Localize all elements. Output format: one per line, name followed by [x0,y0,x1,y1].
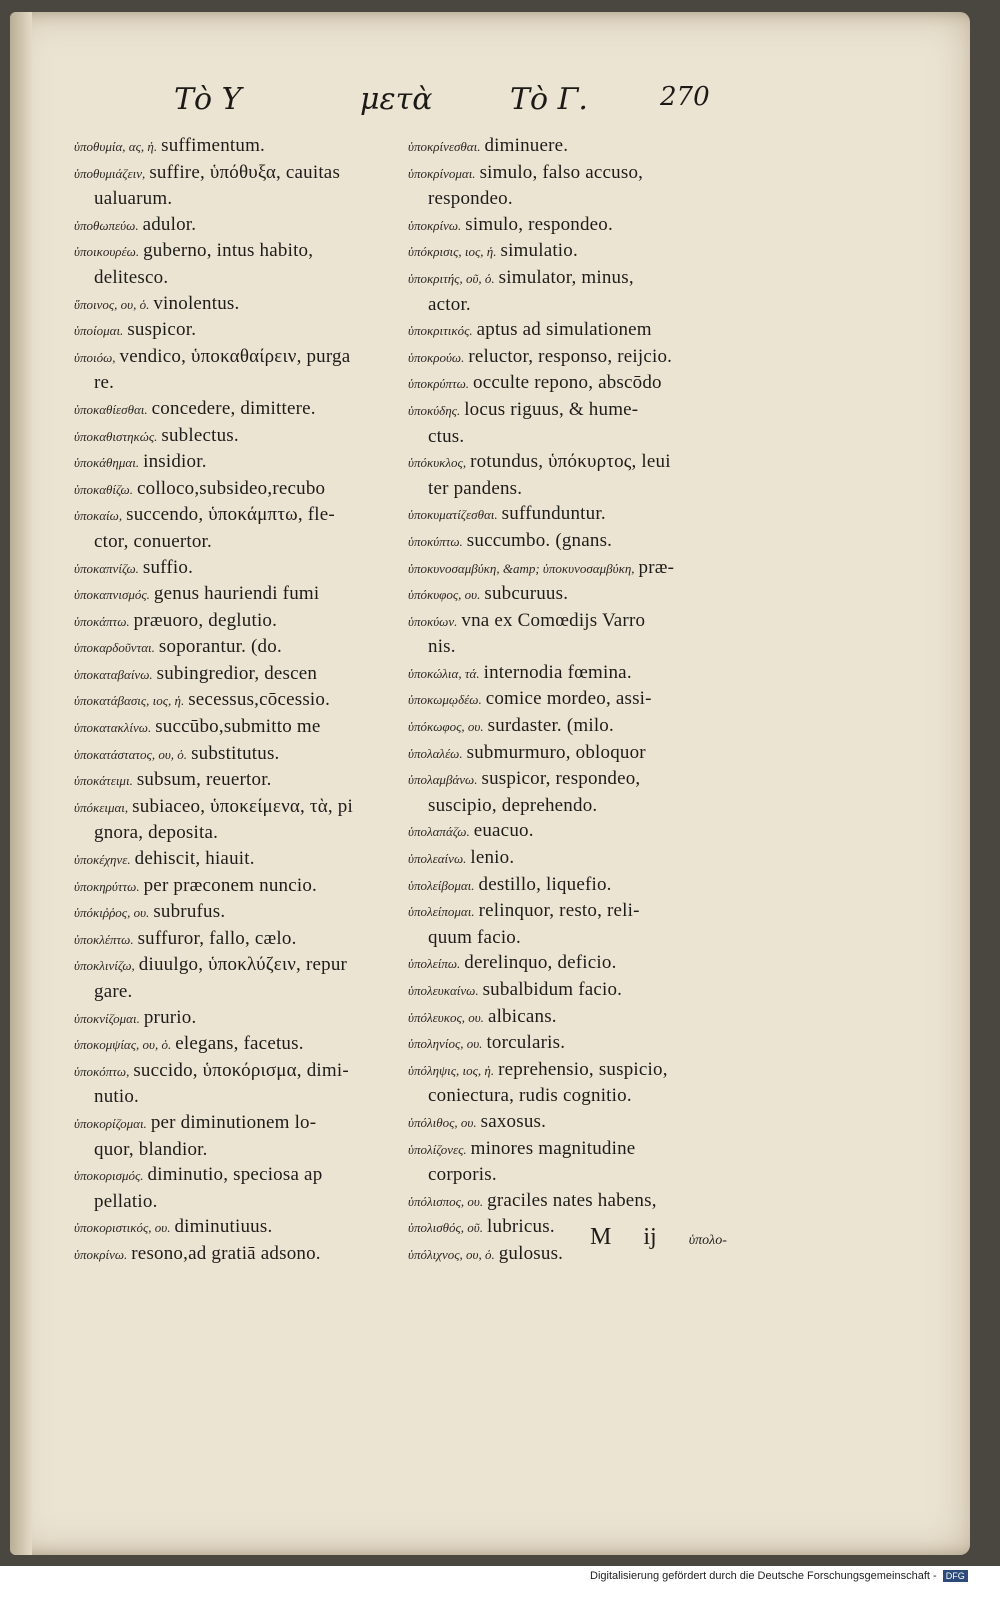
latin-gloss: lenio. [470,847,515,869]
running-header [160,82,720,122]
dictionary-entry [74,741,414,768]
dictionary-entry [74,1189,414,1215]
greek-headword: ὑποκρούω. [408,349,465,365]
dictionary-entry [408,1109,763,1136]
dictionary-entry [74,396,414,423]
dictionary-entry [408,1188,763,1215]
entry-continuation: suscipio, deprehendo. [428,794,598,816]
greek-headword: ὑποκάπτω. [74,613,130,629]
latin-gloss: albicans. [487,1005,557,1027]
latin-gloss: occulte repono, abscōdo [473,372,662,394]
greek-headword: ὑποκυνοσαμβύκη, &amp; ὑποκυνοσαμβύκη, [408,560,635,576]
greek-headword: ὑποκρίνω. [74,1246,128,1262]
greek-headword: ὑποκωμῳδέω. [408,692,482,708]
entry-continuation: ualuarum. [94,188,173,210]
greek-headword: ὑποκρύπτω. [408,376,470,392]
dictionary-entry [74,634,414,661]
greek-headword: ὑποκώλια, τά. [408,665,480,681]
latin-gloss: per præconem nuncio. [143,874,317,896]
dictionary-entry [74,238,414,265]
dictionary-entry [408,925,763,951]
greek-headword: ὑποκατακλίνω. [74,720,152,736]
dictionary-entry [408,160,763,187]
catchword-line [590,1224,753,1251]
latin-gloss: subiaceo, ὑποκείμενα, τὰ, pi [132,795,353,817]
latin-gloss: simulo, falso accuso, [479,161,644,183]
dictionary-entry [74,608,414,635]
latin-gloss: diminutiuus. [174,1216,273,1238]
dictionary-entry [74,661,414,688]
greek-headword: ὑποκαίω, [74,508,123,524]
greek-headword: ὑποκομψίας, ου, ὁ. [74,1037,172,1053]
greek-headword: ὑποκορισμός. [74,1168,144,1184]
dictionary-entry [408,818,763,845]
latin-gloss: præuoro, deglutio. [133,609,278,631]
greek-headword: ὑποκύδης. [408,402,461,418]
header-left: Τὸ Υ [174,82,242,117]
dictionary-entry [408,344,763,371]
greek-headword: ὑποκύων. [408,613,458,629]
dictionary-entry [408,133,763,160]
dictionary-entry [408,793,763,819]
latin-gloss: concedere, dimittere. [151,397,316,419]
greek-headword: ὑπολαμβάνω. [408,772,478,788]
header-right: Τὸ Γ. [510,82,588,117]
greek-headword: ὑποκυματίζεσθαι. [408,507,498,523]
latin-gloss: surdaster. (milo. [487,715,614,737]
entry-continuation: coniectura, rudis cognitio. [428,1085,632,1107]
dictionary-entry [74,212,414,239]
entry-continuation: re. [94,372,115,394]
dictionary-entry [74,423,414,450]
entry-continuation: quum facio. [428,926,521,948]
catchword: ὑπολο- [688,1233,727,1248]
latin-gloss: rotundus, ὑπόκυρτος, leui [470,451,671,473]
greek-headword: ὑποιόω, [74,349,116,365]
greek-headword: ὑποκρίνομαι. [408,165,476,181]
greek-headword: ὑπολείβομαι. [408,877,475,893]
greek-headword: ὑπολαπάζω. [408,824,470,840]
latin-gloss: diminutio, speciosa ap [147,1164,323,1186]
latin-gloss: aptus ad simulationem [476,319,652,341]
dictionary-entry [74,1137,414,1163]
digitization-footer [590,1570,985,1594]
greek-headword: ὕποινος, ου, ὁ. [74,296,150,312]
dictionary-entry [408,660,763,687]
latin-gloss: succendo, ὑποκάμπτω, fle- [126,504,335,526]
latin-gloss: dehiscit, hiauit. [134,848,255,870]
dictionary-entry [74,794,414,821]
latin-gloss: subingredior, descen [156,662,318,684]
greek-headword: ὑπολίζονες. [408,1141,467,1157]
latin-gloss: internodia fœmina. [483,661,632,683]
latin-gloss: succido, ὑποκόρισμα, dimi- [133,1059,349,1081]
dictionary-entry [74,1110,414,1137]
page-gutter [10,12,32,1555]
greek-headword: ὑποκύπτω. [408,533,463,549]
greek-headword: ὑποκριτής, οῦ, ὁ. [408,270,495,286]
dictionary-entry [74,502,414,529]
greek-headword: ὑποθυμιάζειν, [74,165,146,181]
greek-headword: ὑποκρίνεσθαι. [408,139,481,154]
dictionary-entry [74,952,414,979]
header-middle: μετὰ [360,82,433,117]
latin-gloss: submurmuro, obloquor [466,741,646,763]
dictionary-entry [74,449,414,476]
greek-headword: ὑποκαθίεσθαι. [74,401,148,417]
dictionary-entry [408,1083,763,1109]
greek-headword: ὑπόκιῤῥος, ου. [74,905,150,921]
dictionary-entry [74,265,414,291]
greek-headword: ὑπόλιθος, ου. [408,1114,477,1130]
greek-headword: ὑποκορίζομαι. [74,1115,147,1131]
entry-continuation: nutio. [94,1086,140,1108]
latin-gloss: gulosus. [498,1242,564,1264]
latin-gloss: diuulgo, ὑποκλύζειν, repur [138,954,348,976]
latin-gloss: succūbo,submitto me [155,716,321,738]
entry-continuation: ctus. [428,425,465,447]
latin-gloss: derelinquo, deficio. [464,952,617,974]
greek-headword: ὑποληνίος, ου. [408,1036,483,1052]
dictionary-entry [408,501,763,528]
greek-headword: ὑποκατάστατος, ου, ὁ. [74,746,188,762]
signature-number: ij [643,1224,657,1250]
dictionary-entry [408,1004,763,1031]
entry-continuation: delitesco. [94,266,169,288]
latin-gloss: insidior. [143,451,207,473]
dictionary-entry [408,555,763,582]
dictionary-entry [74,1084,414,1110]
latin-gloss: suffunduntur. [501,503,606,525]
latin-gloss: vendico, ὑποκαθαίρειν, purga [119,345,351,367]
latin-gloss: simulator, minus, [498,266,634,288]
dictionary-entry [74,1005,414,1032]
dictionary-entry [74,687,414,714]
greek-headword: ὑπολεαίνω. [408,851,467,867]
latin-gloss: subrufus. [153,901,226,923]
dictionary-entry [408,713,763,740]
greek-headword: ὑποκάτειμι. [74,773,133,789]
dictionary-entry [408,1162,763,1188]
latin-gloss: suffuror, fallo, cælo. [137,927,297,949]
greek-headword: ὑποκλέπτω. [74,931,134,947]
greek-headword: ὑπολείπω. [408,956,461,972]
dictionary-entry [408,950,763,977]
dictionary-entry [408,898,763,925]
greek-headword: ὑποκαθιστηκώς. [74,428,158,444]
dictionary-entry [408,292,763,318]
dictionary-entry [408,845,763,872]
page-number: 270 [660,82,710,112]
dictionary-entry [408,581,763,608]
latin-gloss: saxosus. [480,1110,547,1132]
dfg-logo: DFG [943,1570,968,1582]
dictionary-entry [408,740,763,767]
greek-headword: ὑποκαταβαίνω. [74,666,153,682]
dictionary-entry [408,766,763,793]
dictionary-entry [74,846,414,873]
greek-headword: ὑποκνίζομαι. [74,1010,140,1026]
dictionary-entry [408,397,763,424]
dictionary-entry [74,767,414,794]
greek-headword: ὑποθυμία, ας, ἡ. [74,139,158,154]
greek-headword: ὑπόληψις, ιος, ἡ. [408,1062,495,1078]
dictionary-entry [408,686,763,713]
greek-headword: ὑποίομαι. [74,323,124,339]
dictionary-entry [74,476,414,503]
dictionary-entry [74,873,414,900]
entry-continuation: ctor, conuertor. [94,530,212,552]
latin-gloss: sublectus. [161,424,239,446]
greek-headword: ὑπόκυφος, ου. [408,587,481,603]
dictionary-entry [408,449,763,476]
greek-headword: ὑποκαπνίζω. [74,560,139,576]
dictionary-entry [408,186,763,212]
entry-continuation: corporis. [428,1164,497,1186]
entry-continuation: actor. [428,293,471,315]
greek-headword: ὑπόκειμαι, [74,799,129,815]
greek-headword: ὑποκαπνισμός. [74,587,150,603]
greek-headword: ὑποκηρύττω. [74,878,140,894]
greek-headword: ὑποκατάβασις, ιος, ἡ. [74,693,185,709]
dictionary-entry [74,529,414,555]
dictionary-entry [408,370,763,397]
dictionary-entry [74,317,414,344]
greek-headword: ὑπόλιχνος, ου, ὁ. [408,1246,495,1262]
dictionary-entry [74,555,414,582]
latin-gloss: prurio. [143,1006,197,1028]
greek-headword: ὑποκαθίζω. [74,481,133,497]
dictionary-entry [408,1030,763,1057]
dictionary-entry [74,979,414,1005]
latin-gloss: vinolentus. [153,292,240,314]
greek-headword: ὑπολισθός, οῦ. [408,1220,484,1236]
dictionary-entry [408,476,763,502]
latin-gloss: suspicor, respondeo, [481,768,641,790]
latin-gloss: vna ex Comœdijs Varro [461,609,646,631]
latin-gloss: genus hauriendi fumi [153,583,320,605]
dictionary-entry [74,1214,414,1241]
latin-gloss: subcuruus. [484,583,569,605]
dictionary-entry [408,528,763,555]
dictionary-entry [74,899,414,926]
latin-gloss: destillo, liquefio. [478,873,612,895]
entry-continuation: gare. [94,981,133,1002]
latin-gloss: suspicor. [127,319,197,341]
dictionary-entry [408,608,763,635]
dictionary-entry [408,977,763,1004]
greek-headword: ὑποθωπεύω. [74,217,139,233]
greek-headword: ὑπολευκαίνω. [408,983,479,998]
latin-gloss: torcularis. [486,1032,566,1054]
dictionary-entry [408,634,763,660]
dictionary-entry [74,926,414,953]
latin-gloss: resono,ad gratiā adsono. [131,1242,321,1264]
latin-gloss: diminuere. [484,135,569,156]
dictionary-entry [408,872,763,899]
dictionary-entry [74,160,414,187]
left-column [74,133,414,1268]
latin-gloss: præ- [638,556,675,578]
greek-headword: ὑποκλινίζω, [74,958,135,974]
dictionary-entry [408,1136,763,1163]
greek-headword: ὑπόκρισις, ιος, ἡ. [408,244,497,260]
greek-headword: ὑπόλισπος, ου. [408,1193,484,1209]
latin-gloss: elegans, facetus. [175,1033,304,1055]
dictionary-entry [74,133,414,160]
latin-gloss: relinquor, resto, reli- [478,900,640,922]
dictionary-entry [74,186,414,212]
entry-continuation: quor, blandior. [94,1138,208,1160]
dictionary-entry [408,238,763,265]
latin-gloss: subalbidum facio. [482,979,623,1000]
dictionary-entry [408,1057,763,1084]
dictionary-entry [74,581,414,608]
dictionary-entry [74,714,414,741]
signature-mark: M [590,1224,612,1250]
entry-continuation: nis. [428,636,456,658]
footer-text: Digitalisierung gefördert durch die Deutsche Forschungsgemeinschaft - [590,1570,937,1582]
greek-headword: ὑπολείπομαι. [408,904,475,920]
dictionary-entry [74,291,414,318]
entry-continuation: ter pandens. [428,477,523,499]
latin-gloss: guberno, intus habito, [143,240,314,262]
entry-continuation: gnora, deposita. [94,822,219,844]
dictionary-entry [74,370,414,396]
dictionary-entry [408,317,763,344]
latin-gloss: soporantur. (do. [158,636,282,658]
greek-headword: ὑποκριτικός. [408,323,473,339]
latin-gloss: subsum, reuertor. [136,769,272,791]
latin-gloss: substitutus. [191,742,280,764]
dictionary-entry [408,265,763,292]
latin-gloss: secessus,cōcessio. [188,689,331,711]
latin-gloss: succumbo. (gnans. [466,529,613,551]
greek-headword: ὑποκέχηνε. [74,852,131,868]
latin-gloss: reluctor, responso, reijcio. [468,345,673,367]
greek-headword: ὑπόκυκλος, [408,455,467,471]
dictionary-entry [408,424,763,450]
greek-headword: ὑποκρίνω. [408,217,462,233]
dictionary-entry [74,820,414,846]
latin-gloss: graciles nates habens, [487,1189,657,1211]
entry-continuation: pellatio. [94,1190,158,1212]
latin-gloss: minores magnitudine [470,1137,636,1159]
right-column [408,133,763,1268]
latin-gloss: comice mordeo, assi- [485,688,652,710]
latin-gloss: suffimentum. [161,135,265,156]
greek-headword: ὑπολαλέω. [408,745,463,761]
latin-gloss: euacuo. [473,820,534,842]
dictionary-entry [74,1058,414,1085]
dictionary-entry [74,1241,414,1268]
latin-gloss: lubricus. [487,1216,555,1238]
latin-gloss: adulor. [142,213,197,235]
greek-headword: ὑποικουρέω. [74,244,140,260]
latin-gloss: simulatio. [500,240,578,262]
greek-headword: ὑποκοριστικός, ου. [74,1220,171,1236]
latin-gloss: simulo, respondeo. [465,213,613,235]
dictionary-entry [74,344,414,371]
entry-continuation: respondeo. [428,188,513,210]
greek-headword: ὑπόκωφος, ου. [408,719,484,735]
latin-gloss: reprehensio, suspicio, [498,1058,668,1080]
dictionary-entry [408,212,763,239]
dictionary-entry [74,1031,414,1058]
greek-headword: ὑπόλευκος, ου. [408,1009,484,1025]
dictionary-entry [74,1162,414,1189]
latin-gloss: per diminutionem lo- [150,1111,317,1133]
latin-gloss: suffire, ὑπόθυξα, cauitas [149,161,341,183]
greek-headword: ὑποκόπτω, [74,1063,130,1079]
latin-gloss: colloco,subsideo,recubo [137,477,326,499]
latin-gloss: suffio. [142,556,194,578]
greek-headword: ὑποκάθημαι. [74,455,140,471]
greek-headword: ὑποκαρδοῦνται. [74,640,155,656]
latin-gloss: locus riguus, & hume- [464,398,639,420]
